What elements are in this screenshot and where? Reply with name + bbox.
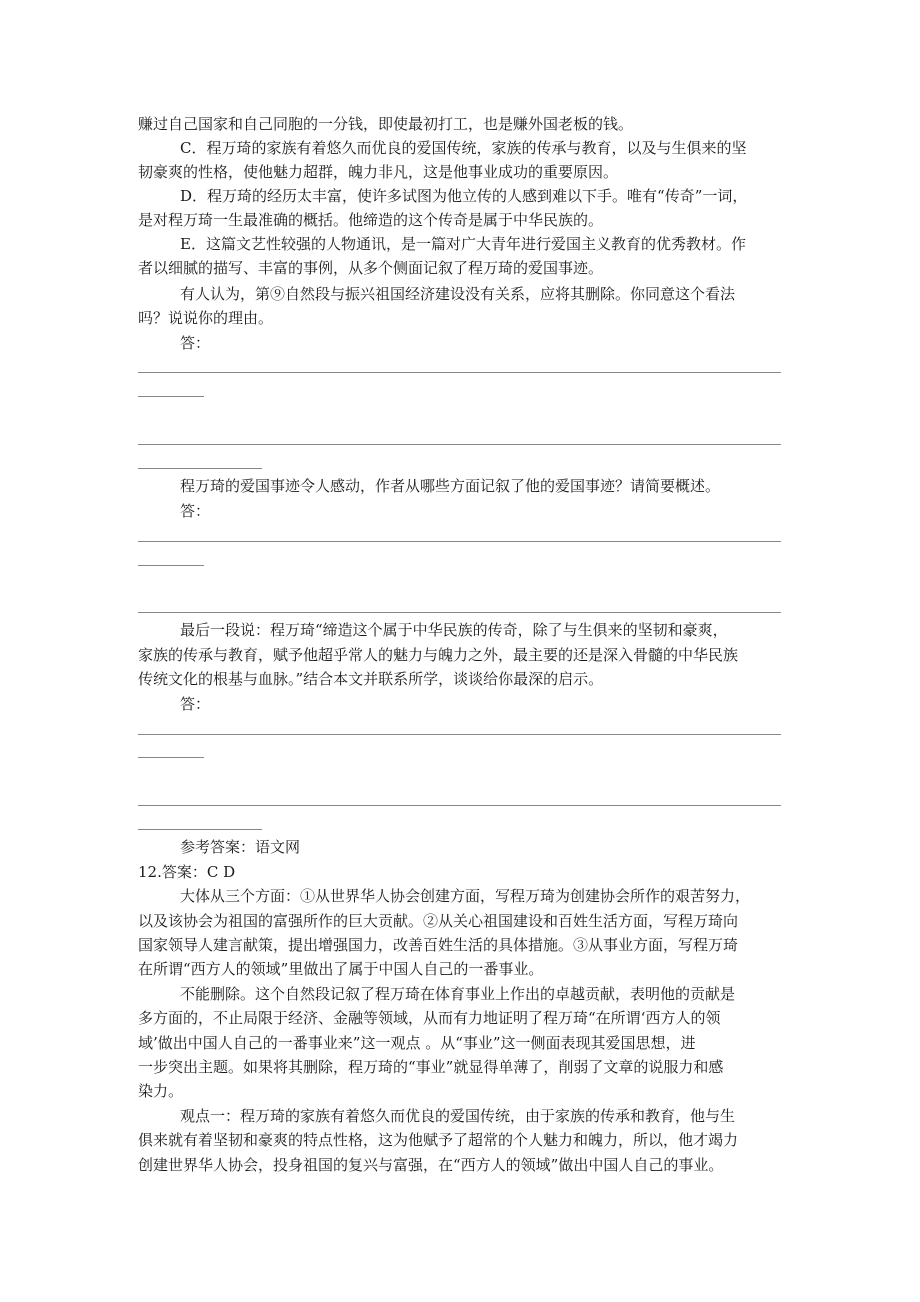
answer-rule-short [138, 757, 204, 758]
question-line: 传统文化的根基与血脉。”结合本文并联系所学，谈谈给你最深的启示。 [138, 670, 604, 688]
answer-line: 12.答案：C D [138, 863, 236, 881]
answer-rule-short [138, 396, 204, 397]
answer-line: 染力。 [138, 1082, 184, 1100]
question-line: 有人认为，第⑨自然段与振兴祖国经济建设没有关系，应将其删除。你同意这个看法 [180, 285, 736, 303]
answer-rule [138, 805, 781, 806]
answer-line: 一步突出主题。如果将其删除，程万琦的“事业”就显得单薄了，削弱了文章的说服力和感 [138, 1058, 724, 1076]
answer-rule-short [138, 565, 204, 566]
answer-line: 多方面的，不止局限于经济、金融等领域，从而有力地证明了程万琦“在所谓‘西方人的领 [138, 1009, 721, 1027]
option-d-line: D．程万琦的经历太丰富，使许多试图为他立传的人感到难以下手。唯有“传奇”一词， [180, 187, 748, 205]
question-line: 最后一段说：程万琦“缔造这个属于中华民族的传奇，除了与生俱来的坚韧和豪爽， [180, 621, 728, 639]
answer-line: 大体从三个方面：①从世界华人协会创建方面，写程万琦为创建协会所作的艰苦努力， [180, 887, 751, 905]
question-line: 程万琦的爱国事迹令人感动，作者从哪些方面记叙了他的爱国事迹？请简要概述。 [180, 477, 721, 495]
answer-line: 在所谓“西方人的领域”里做出了属于中国人自己的一番事业。 [138, 960, 544, 978]
text-line: 赚过自己国家和自己同胞的一分钱，即使最初打工，也是赚外国老板的钱。 [138, 115, 634, 133]
answer-line: 国家领导人建言献策，提出增强国力，改善百姓生活的具体措施。③从事业方面，写程万琦 [138, 936, 739, 954]
answer-rule-short [138, 829, 262, 830]
answer-line: 俱来就有着坚韧和豪爽的特点性格，这为他赋予了超常的个人魅力和魄力，所以，他才竭力 [138, 1131, 739, 1149]
answer-label: 答： [180, 695, 211, 713]
answer-line: 域’做出中国人自己的一番事业来”这一观点 。从“事业”这一侧面表现其爱国思想，进 [138, 1034, 696, 1052]
text-line: 是对程万琦一生最准确的概括。他缔造的这个传奇是属于中华民族的。 [138, 211, 604, 229]
answer-rule [138, 372, 781, 373]
option-c-line: C．程万琦的家族有着悠久而优良的爱国传统，家族的传承与教育，以及与生俱来的坚 [180, 139, 747, 157]
reference-heading: 参考答案：语文网 [180, 838, 301, 856]
text-line: 韧豪爽的性格，使他魅力超群，魄力非凡，这是他事业成功的重要原因。 [138, 163, 619, 181]
answer-rule-short [138, 468, 262, 469]
question-line: 家族的传承与教育，赋予他超乎常人的魅力与魄力之外，最主要的还是深入骨髓的中华民族 [138, 646, 739, 664]
question-line: 吗？说说你的理由。 [138, 309, 274, 327]
answer-label: 答： [180, 502, 211, 520]
answer-rule [138, 444, 781, 445]
answer-rule [138, 612, 781, 613]
option-e-line: E．这篇文艺性较强的人物通讯，是一篇对广大青年进行爱国主义教育的优秀教材。作 [180, 235, 746, 253]
answer-line: 创建世界华人协会，投身祖国的复兴与富强，在“西方人的领域”做出中国人自己的事业。 [138, 1156, 724, 1174]
answer-line: 观点一：程万琦的家族有着悠久而优良的爱国传统，由于家族的传承和教育，他与生 [180, 1107, 736, 1125]
answer-line: 以及该协会为祖国的富强所作的巨大贡献。②从关心祖国建设和百姓生活方面，写程万琦向 [138, 912, 739, 930]
answer-line: 不能删除。这个自然段记叙了程万琦在体育事业上作出的卓越贡献，表明他的贡献是 [180, 985, 736, 1003]
answer-rule [138, 541, 781, 542]
answer-rule [138, 734, 781, 735]
text-line: 者以细腻的描写、丰富的事例，从多个侧面记叙了程万琦的爱国事迹。 [138, 259, 604, 277]
answer-label: 答： [180, 334, 211, 352]
